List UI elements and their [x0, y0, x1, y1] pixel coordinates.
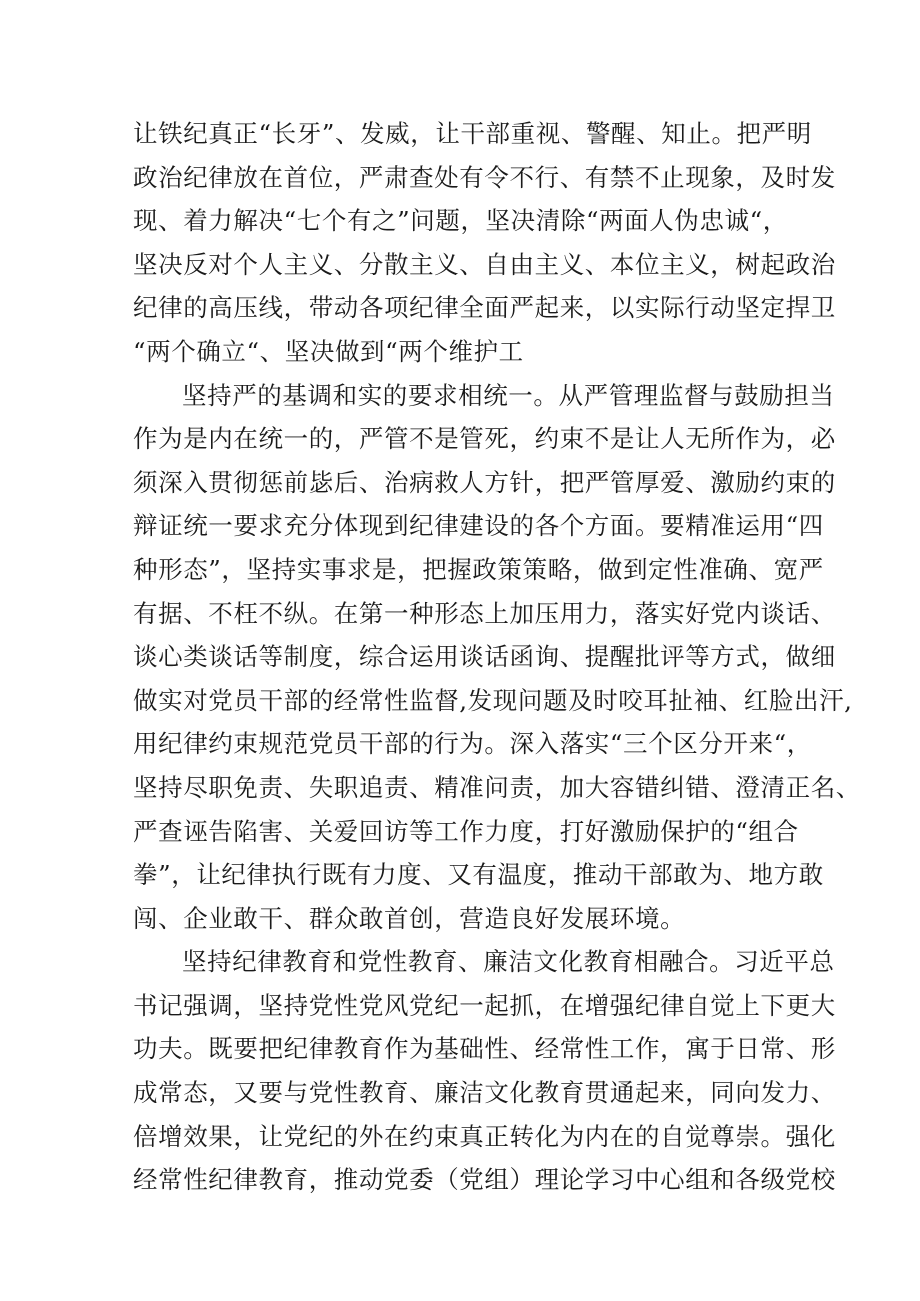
text-line: 有据、不枉不纵。在第一种形态上加压用力，落实好党内谈话、	[133, 598, 836, 628]
text-line: 经常性纪律教育，推动党委（党组）理论学习中心组和各级党校	[133, 1165, 836, 1195]
text-line: 坚持尽职免责、失职追责、精准问责，加大容错纠错、澄清正名、	[133, 772, 861, 802]
text-line: 须深入贯彻惩前毖后、治病救人方针，把严管厚爱、激励约束的	[133, 467, 836, 497]
document-body	[133, 112, 861, 1202]
text-line: 闯、企业敢干、群众敢首创，营造良好发展环境。	[133, 903, 686, 933]
text-line: 功夫。既要把纪律教育作为基础性、经常性工作，寓于日常、形	[133, 1034, 836, 1064]
text-line: 做实对党员干部的经常性监督,发现问题及时咬耳扯袖、红脸出汗,	[133, 685, 853, 715]
text-line: 倍增效果，让党纪的外在约束真正转化为内在的自觉尊崇。强化	[133, 1121, 836, 1151]
text-line: 严查诬告陷害、关爱回访等工作力度，打好激励保护的“组合	[133, 816, 799, 846]
text-line: 现、着力解决“七个有之”问题，坚决清除“两面人伪忠诚“，	[133, 206, 788, 236]
text-line: 成常态，又要与党性教育、廉洁文化教育贯通起来，同向发力、	[133, 1078, 836, 1108]
paragraph-first-line: 坚持纪律教育和党性教育、廉洁文化教育相融合。习近平总	[182, 947, 835, 977]
paragraph-first-line: 坚持严的基调和实的要求相统一。从严管理监督与鼓励担当	[182, 380, 835, 410]
text-line: 作为是内在统一的，严管不是管死，约束不是让人无所作为，必	[133, 424, 836, 454]
text-line: 坚决反对个人主义、分散主义、自由主义、本位主义，树起政治	[133, 249, 836, 279]
text-line: 用纪律约束规范党员干部的行为。深入落实“三个区分开来“，	[133, 729, 812, 759]
text-line: 辩证统一要求充分体现到纪律建设的各个方面。要精准运用“四	[133, 511, 824, 541]
text-line: 政治纪律放在首位，严肃查处有令不行、有禁不止现象，及时发	[133, 162, 836, 192]
text-line: 谈心类谈话等制度，综合运用谈话函询、提醒批评等方式，做细	[133, 642, 836, 672]
text-line: 书记强调，坚持党性党风党纪一起抓，在增强纪律自觉上下更大	[133, 990, 836, 1020]
text-line: 拳”，让纪律执行既有力度、又有温度，推动干部敢为、地方敢	[133, 860, 824, 890]
text-line: 纪律的高压线，带动各项纪律全面严起来，以实际行动坚定捍卫	[133, 293, 836, 323]
text-line: 种形态”，坚持实事求是，把握政策策略，做到定性准确、宽严	[133, 554, 824, 584]
text-line: “两个确立“、坚决做到“两个维护工	[133, 336, 524, 366]
text-line: 让铁纪真正“长牙”、发威，让干部重视、警醒、知止。把严明	[133, 119, 812, 148]
